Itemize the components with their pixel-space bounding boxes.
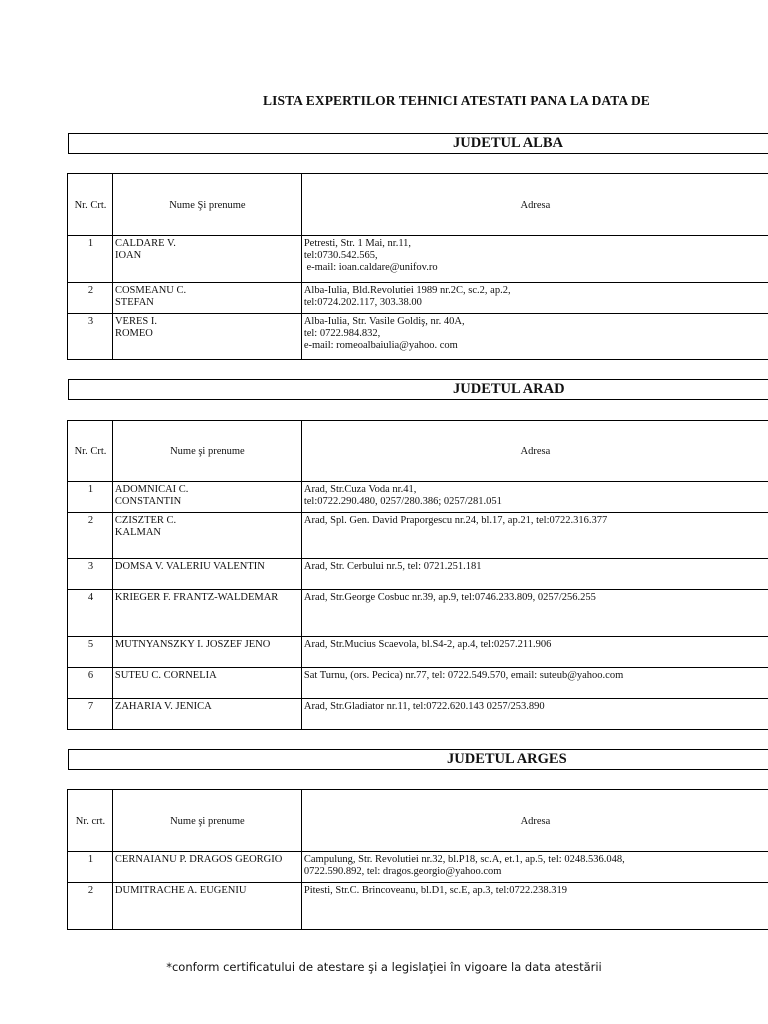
row-nr: 1: [68, 852, 113, 883]
table-header-row: [68, 790, 768, 852]
table-row: [68, 283, 768, 314]
row-address: [301, 236, 768, 283]
region-header-arges: [68, 749, 768, 770]
address-line: Arad, Str.Gladiator nr.11, tel:0722.620.143 0257/253.890: [303, 701, 545, 712]
row-name: [112, 852, 301, 883]
row-nr: 6: [68, 668, 113, 699]
row-name: [112, 637, 301, 668]
row-nr: 2: [68, 883, 113, 930]
table-row: [68, 513, 768, 559]
row-address: [301, 883, 768, 930]
name-line: SUTEU C. CORNELIA: [114, 670, 217, 681]
row-name: [112, 559, 301, 590]
address-line: Sat Turnu, (ors. Pecica) nr.77, tel: 0722.549.570, email: suteub@yahoo.com: [303, 670, 624, 681]
table-header-row: [68, 174, 768, 236]
row-name: [112, 699, 301, 730]
address-line: Alba-Iulia, Str. Vasile Goldiş, nr. 40A, tel: 0722.984.832, e-mail: romeoalbaiulia@yahoo. com: [303, 316, 465, 351]
header-address: Adresa: [301, 174, 768, 236]
table-row: [68, 883, 768, 930]
name-line: ZAHARIA V. JENICA: [114, 701, 212, 712]
header-nr: Nr. Crt.: [68, 421, 113, 482]
table-row: [68, 668, 768, 699]
row-name: [112, 314, 301, 360]
row-nr: 1: [68, 236, 113, 283]
name-line: KRIEGER F. FRANTZ-WALDEMAR: [114, 592, 279, 603]
header-name: Nume şi prenume: [112, 790, 301, 852]
row-nr: 4: [68, 590, 113, 637]
row-address: [301, 513, 768, 559]
address-line: Alba-Iulia, Bld.Revolutiei 1989 nr.2C, sc.2, ap.2, tel:0724.202.117, 303.38.00: [303, 285, 511, 308]
row-address: [301, 590, 768, 637]
table-row: [68, 699, 768, 730]
header-nr: Nr. crt.: [68, 790, 113, 852]
table-row: [68, 590, 768, 637]
row-nr: 2: [68, 283, 113, 314]
table-row: [68, 314, 768, 360]
row-nr: 3: [68, 314, 113, 360]
row-address: [301, 852, 768, 883]
row-nr: 2: [68, 513, 113, 559]
row-nr: 1: [68, 482, 113, 513]
name-line: CZISZTER C. KALMAN: [114, 515, 177, 538]
name-line: MUTNYANSZKY I. JOSZEF JENO: [114, 639, 271, 650]
row-name: [112, 283, 301, 314]
address-line: Arad, Str.Mucius Scaevola, bl.S4-2, ap.4, tel:0257.211.906: [303, 639, 552, 650]
table-row: [68, 236, 768, 283]
row-name: [112, 883, 301, 930]
row-nr: 7: [68, 699, 113, 730]
address-line: Petresti, Str. 1 Mai, nr.11, tel:0730.542.565, e-mail: ioan.caldare@unifov.ro: [303, 238, 438, 273]
name-line: CERNAIANU P. DRAGOS GEORGIO: [114, 854, 283, 865]
region-header-alba: [68, 133, 768, 154]
address-line: Arad, Spl. Gen. David Praporgescu nr.24, bl.17, ap.21, tel:0722.316.377: [303, 515, 608, 526]
address-line: Arad, Str.George Cosbuc nr.39, ap.9, tel:0746.233.809, 0257/256.255: [303, 592, 596, 603]
table-row: [68, 482, 768, 513]
experts-table-arges: [67, 789, 768, 930]
row-nr: 3: [68, 559, 113, 590]
footnote: *conform certificatului de atestare şi a legislaţiei în vigoare la data atestării: [166, 960, 602, 974]
table-row: [68, 852, 768, 883]
region-name: JUDETUL ALBA: [453, 135, 563, 151]
address-line: Pitesti, Str.C. Brincoveanu, bl.D1, sc.E, ap.3, tel:0722.238.319: [303, 885, 567, 896]
name-line: VERES I. ROMEO: [114, 316, 157, 339]
name-line: ADOMNICAI C. CONSTANTIN: [114, 484, 189, 507]
experts-table-arad: [67, 420, 768, 730]
document-title: LISTA EXPERTILOR TEHNICI ATESTATI PANA LA DATA DE: [263, 93, 650, 108]
row-name: [112, 590, 301, 637]
region-name: JUDETUL ARGES: [447, 751, 567, 767]
row-name: [112, 236, 301, 283]
header-address: Adresa: [301, 421, 768, 482]
row-name: [112, 482, 301, 513]
region-name: JUDETUL ARAD: [453, 381, 565, 397]
region-header-arad: [68, 379, 768, 400]
header-name: Nume Şi prenume: [112, 174, 301, 236]
row-address: [301, 559, 768, 590]
row-address: [301, 637, 768, 668]
name-line: DOMSA V. VALERIU VALENTIN: [114, 561, 265, 572]
name-line: COSMEANU C. STEFAN: [114, 285, 187, 308]
row-address: [301, 482, 768, 513]
experts-table-alba: [67, 173, 768, 360]
header-nr: Nr. Crt.: [68, 174, 113, 236]
header-name: Nume şi prenume: [112, 421, 301, 482]
table-row: [68, 637, 768, 668]
address-line: Arad, Str. Cerbului nr.5, tel: 0721.251.181: [303, 561, 482, 572]
row-address: [301, 283, 768, 314]
row-name: [112, 668, 301, 699]
row-address: [301, 699, 768, 730]
name-line: CALDARE V. IOAN: [114, 238, 176, 261]
table-header-row: [68, 421, 768, 482]
row-address: [301, 668, 768, 699]
header-address: Adresa: [301, 790, 768, 852]
row-nr: 5: [68, 637, 113, 668]
name-line: DUMITRACHE A. EUGENIU: [114, 885, 247, 896]
row-name: [112, 513, 301, 559]
address-line: Campulung, Str. Revolutiei nr.32, bl.P18, sc.A, et.1, ap.5, tel: 0248.536.048, 0722.590.892, tel: dragos.georgio@yahoo.com: [303, 854, 625, 877]
row-address: [301, 314, 768, 360]
table-row: [68, 559, 768, 590]
address-line: Arad, Str.Cuza Voda nr.41, tel:0722.290.480, 0257/280.386; 0257/281.051: [303, 484, 502, 507]
